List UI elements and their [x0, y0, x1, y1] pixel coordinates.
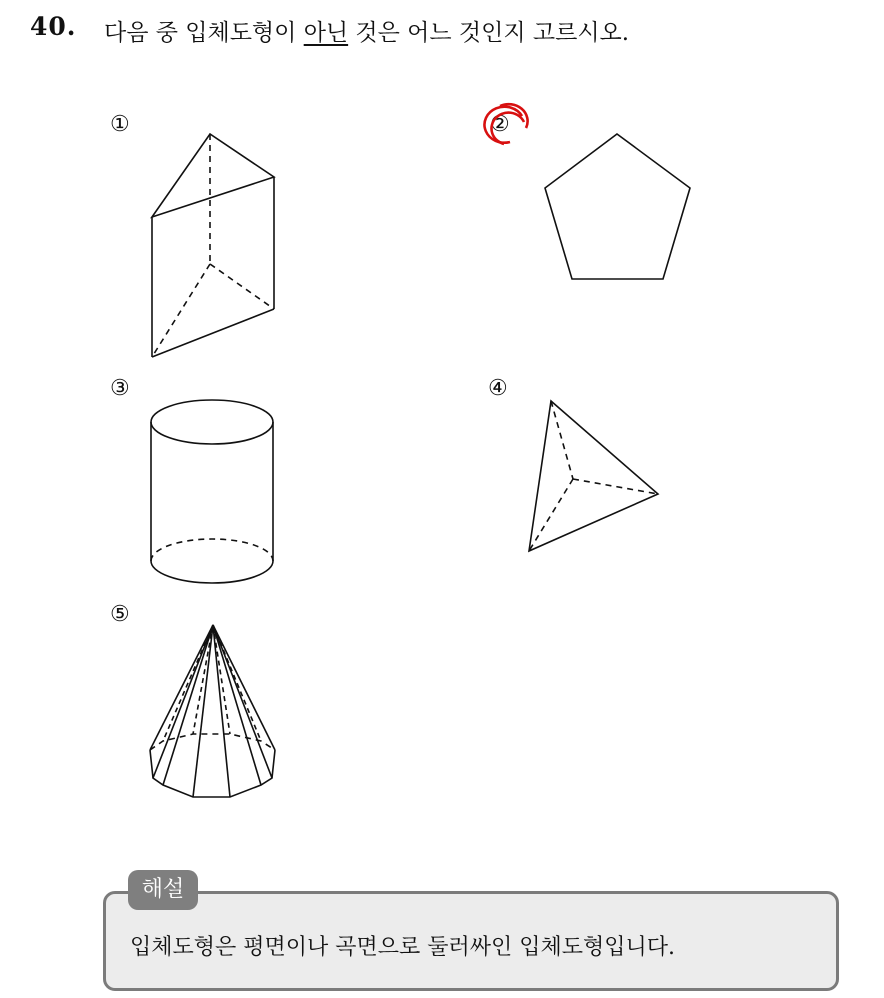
decagonal-pyramid-figure: [150, 625, 275, 797]
triangular-pyramid-figure: [529, 401, 658, 551]
explanation-box: [103, 891, 839, 991]
pentagon-figure: [545, 134, 690, 279]
choice-2-label[interactable]: ②: [490, 112, 510, 137]
question-number: 40.: [30, 12, 77, 41]
choice-3-label[interactable]: ③: [110, 376, 130, 401]
triangular-prism-figure: [152, 134, 274, 357]
cylinder-figure: [151, 400, 273, 583]
question-text-before: 다음 중 입체도형이: [104, 20, 304, 46]
explanation-text: 입체도형은 평면이나 곡면으로 둘러싸인 입체도형입니다.: [130, 935, 676, 960]
choice-5-label[interactable]: ⑤: [110, 602, 130, 627]
choice-4-label[interactable]: ④: [488, 376, 508, 401]
explanation-tab: 해설: [128, 870, 198, 910]
choice-1-label[interactable]: ①: [110, 112, 130, 137]
question-text-after: 것은 어느 것인지 고르시오.: [348, 20, 630, 46]
question-text-underlined: 아닌: [303, 20, 349, 46]
answer-mark-circle: [484, 104, 527, 144]
